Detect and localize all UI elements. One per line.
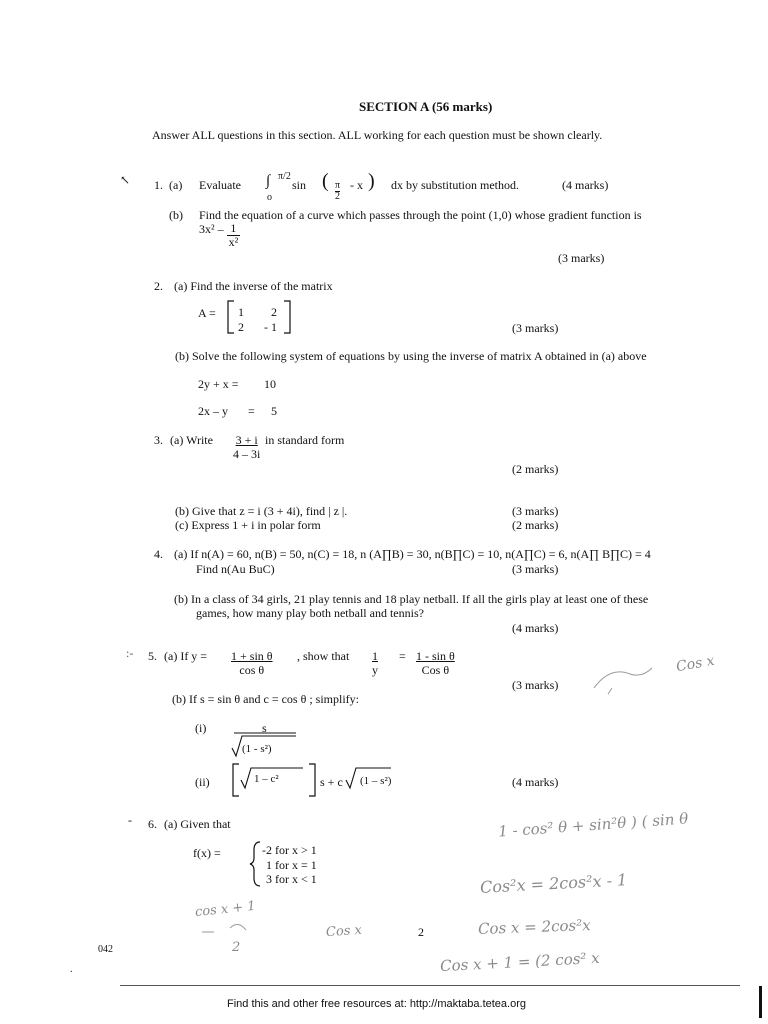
integral-lower-limit: o: [267, 192, 272, 203]
handwriting-note-2: Cos²x = 2cos²x - 1: [479, 870, 628, 897]
equation-2-equals: =: [248, 404, 255, 418]
q4b-line2: games, how many play both netball and tennis?: [196, 606, 424, 620]
q5a-mid: , show that: [297, 649, 350, 663]
q5a-lead: (a) If y =: [164, 649, 208, 663]
matrix-m12: 2: [271, 305, 277, 319]
q1b-text: Find the equation of a curve which passes through the point (1,0) whose gradient function is: [199, 208, 642, 222]
q5a-marks: (3 marks): [512, 678, 559, 692]
q4b-text: (b) In a class of 34 girls, 21 play tennis and 18 play netball. If all the girls play at least one of these: [174, 592, 649, 606]
q5bi-numerator: s: [262, 721, 267, 735]
q3-number: 3.: [154, 433, 163, 447]
q5a-fraction-2: [372, 649, 378, 677]
paren-open: (: [322, 170, 329, 192]
handwriting-note-4: Cos x + 1 = (2 cos² x: [439, 948, 601, 976]
q3a-fraction: [233, 433, 260, 461]
q3a-tail: in standard form: [265, 433, 345, 447]
section-title: SECTION A (56 marks): [359, 99, 493, 114]
pi-numerator: π: [335, 180, 341, 191]
paren-close: ): [368, 170, 375, 192]
q5a-fraction-3: [416, 649, 455, 677]
q5a-den-1: cos θ: [239, 663, 265, 677]
minus-x: - x: [350, 178, 363, 192]
q1b-label: (b): [169, 208, 183, 222]
handwriting-note-8: 2: [232, 940, 241, 955]
q1b-frac-num: 1: [227, 222, 241, 236]
sin-function: sin: [292, 178, 307, 192]
handwriting-scribble: [590, 660, 670, 700]
q3a-lead: (a) Write: [170, 433, 213, 447]
q6-fx: f(x) =: [193, 846, 221, 860]
q2a-text: (a) Find the inverse of the matrix: [174, 279, 333, 293]
instructions: Answer ALL questions in this section. ALL working for each question must be shown clearly.: [152, 128, 603, 142]
paper-code: 042: [98, 944, 113, 955]
q5b-text: (b) If s = sin θ and c = cos θ ; simplify:: [172, 692, 360, 706]
q4a-marks: (3 marks): [512, 562, 559, 576]
q3c-marks: (2 marks): [512, 518, 559, 532]
q4a-text: (a) If n(A) = 60, n(B) = 50, n(C) = 18, n (A∏B) = 30, n(B∏C) = 10, n(A∏C) = 6, n(A∏ B∏C) = 4: [174, 547, 651, 561]
q2b-text: (b) Solve the following system of equations by using the inverse of matrix A obtained in (a) above: [175, 349, 647, 363]
q6a-text: (a) Given that: [164, 817, 231, 831]
q1a-tail: dx by substitution method.: [391, 178, 520, 192]
integral-sign: ∫: [266, 173, 271, 189]
equation-2-lhs: 2x – y: [198, 404, 228, 418]
q5bii-marks: (4 marks): [512, 775, 559, 789]
matrix-brackets: [226, 299, 296, 339]
q5a-equals: =: [399, 649, 406, 663]
q1a-marks: (4 marks): [562, 178, 609, 192]
q1b-fraction: [227, 222, 241, 248]
integral-upper-limit: π/2: [278, 171, 291, 182]
q4b-marks: (4 marks): [512, 621, 559, 635]
q3b-marks: (3 marks): [512, 504, 559, 518]
piecewise-brace: [250, 840, 262, 888]
equation-1-rhs: 10: [264, 377, 276, 391]
q1-number: 1.: [154, 178, 163, 192]
q5bi-label: (i): [195, 721, 207, 735]
margin-arrow-icon: ↖: [120, 173, 131, 187]
matrix-m22: - 1: [264, 320, 277, 334]
q4a-line2: Find n(Au BuC): [196, 562, 275, 576]
matrix-m21: 2: [238, 320, 244, 334]
handwriting-note-6: Cos x: [325, 922, 363, 941]
scan-edge-bar: [759, 986, 762, 1018]
matrix-m11: 1: [238, 305, 244, 319]
q5bii-label: (ii): [195, 775, 210, 789]
pi-denominator: 2: [335, 191, 341, 202]
q1b-expression: [199, 222, 240, 248]
q5bii-inner: 1 – c²: [254, 773, 279, 785]
q2a-marks: (3 marks): [512, 321, 559, 335]
q4-number: 4.: [154, 547, 163, 561]
pi-over-two: [335, 181, 340, 202]
margin-tick: .: [70, 964, 73, 975]
q1a-label: (a): [169, 178, 183, 192]
equation-2-rhs: 5: [271, 404, 277, 418]
case-1: -2 for x > 1: [262, 843, 317, 857]
footer-resources: Find this and other free resources at: http://maktaba.tetea.org: [227, 998, 526, 1010]
q1a-verb: Evaluate: [199, 178, 241, 192]
q3b-text: (b) Give that z = i (3 + 4i), find | z |.: [175, 504, 348, 518]
q2-number: 2.: [154, 279, 163, 293]
matrix-lhs: A =: [198, 306, 216, 320]
q6-number: 6.: [148, 817, 157, 831]
handwriting-note-1: 1 - cos² θ + sin²θ ) ( sin θ: [497, 809, 689, 841]
case-2: 1 for x = 1: [266, 858, 317, 872]
handwriting-scribble-2: [194, 918, 274, 948]
handwriting-note-7: Cos x: [674, 652, 716, 676]
footer-rule: [120, 985, 740, 986]
page-number: 2: [418, 925, 424, 939]
q5-number: 5.: [148, 649, 157, 663]
q5a-den-2: y: [372, 663, 378, 677]
q3a-denominator: 4 – 3i: [233, 447, 261, 461]
q3a-marks: (2 marks): [512, 462, 559, 476]
q3c-text: (c) Express 1 + i in polar form: [175, 518, 321, 532]
q1b-expr-lead: 3x² –: [199, 222, 224, 236]
q5bii-tail-a: s + c: [320, 775, 343, 789]
q5a-fraction-1: [231, 649, 273, 677]
handwriting-note-3: Cos x = 2cos²x: [477, 916, 591, 938]
q1b-frac-den: x²: [228, 234, 239, 249]
margin-dash: -: [128, 813, 132, 827]
q3a-numerator: 3 + i: [235, 433, 258, 447]
q5a-num-1: 1 + sin θ: [231, 649, 273, 663]
margin-mark-icon: :-: [126, 646, 134, 660]
q5bi-denominator: (1 - s²): [242, 743, 272, 755]
q5a-num-2: 1: [372, 649, 378, 663]
q5a-den-3: Cos θ: [421, 663, 450, 677]
handwriting-note-5: cos x + 1: [194, 898, 257, 921]
q5bii-tail-b: (1 – s²): [360, 775, 392, 787]
q5a-num-3: 1 - sin θ: [416, 649, 455, 663]
equation-1-lhs: 2y + x =: [198, 377, 239, 391]
q1b-marks: (3 marks): [558, 251, 605, 265]
case-3: 3 for x < 1: [266, 872, 317, 886]
